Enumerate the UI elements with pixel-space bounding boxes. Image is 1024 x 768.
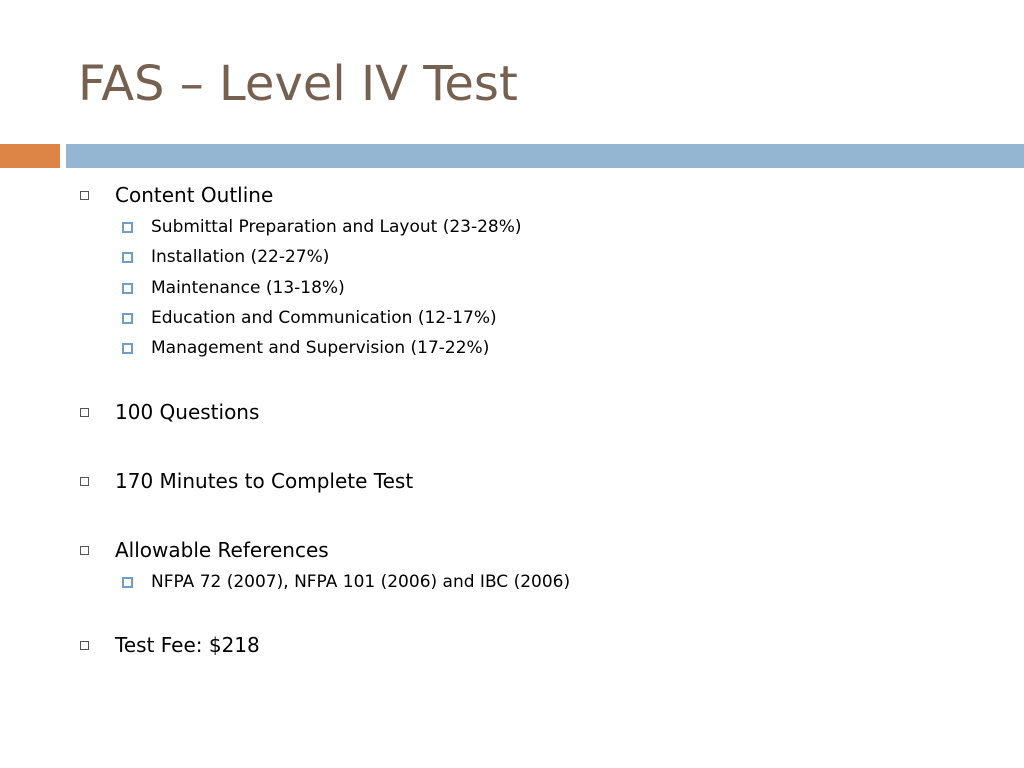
sub-bullet-text: Management and Supervision (17-22%) <box>151 338 490 358</box>
sub-bullet-text: Education and Communication (12-17%) <box>151 308 497 328</box>
slide-title: FAS – Level IV Test <box>78 56 518 112</box>
filled-square-icon <box>122 222 133 233</box>
filled-square-icon <box>122 577 133 588</box>
sub-bullet-item <box>120 215 522 239</box>
bullet-item-references <box>80 536 329 564</box>
filled-square-icon <box>122 313 133 324</box>
sub-bullet-text: Submittal Preparation and Layout (23-28%) <box>151 217 522 237</box>
bullet-item-content-outline <box>80 181 273 209</box>
bullet-text: 100 Questions <box>115 400 260 424</box>
sub-bullet-item <box>120 336 489 360</box>
bullet-item-fee <box>80 631 260 659</box>
hollow-square-icon <box>80 641 89 650</box>
sub-bullet-item <box>120 276 345 300</box>
sub-bullet-text: Installation (22-27%) <box>151 247 330 267</box>
filled-square-icon <box>122 343 133 354</box>
filled-square-icon <box>122 283 133 294</box>
sub-bullet-text: NFPA 72 (2007), NFPA 101 (2006) and IBC (2006) <box>151 572 571 592</box>
sub-bullet-item <box>120 570 570 594</box>
bullet-item-minutes <box>80 467 413 495</box>
sub-bullet-item <box>120 306 497 330</box>
bullet-text: Test Fee: $218 <box>115 633 260 657</box>
hollow-square-icon <box>80 477 89 486</box>
sub-bullet-item <box>120 245 329 269</box>
bullet-text: Allowable References <box>115 538 329 562</box>
hollow-square-icon <box>80 546 89 555</box>
bullet-item-questions <box>80 398 259 426</box>
sub-bullet-text: Maintenance (13-18%) <box>151 278 345 298</box>
bullet-text: 170 Minutes to Complete Test <box>115 469 414 493</box>
hollow-square-icon <box>80 408 89 417</box>
hollow-square-icon <box>80 191 89 200</box>
bullet-text: Content Outline <box>115 183 274 207</box>
filled-square-icon <box>122 252 133 263</box>
